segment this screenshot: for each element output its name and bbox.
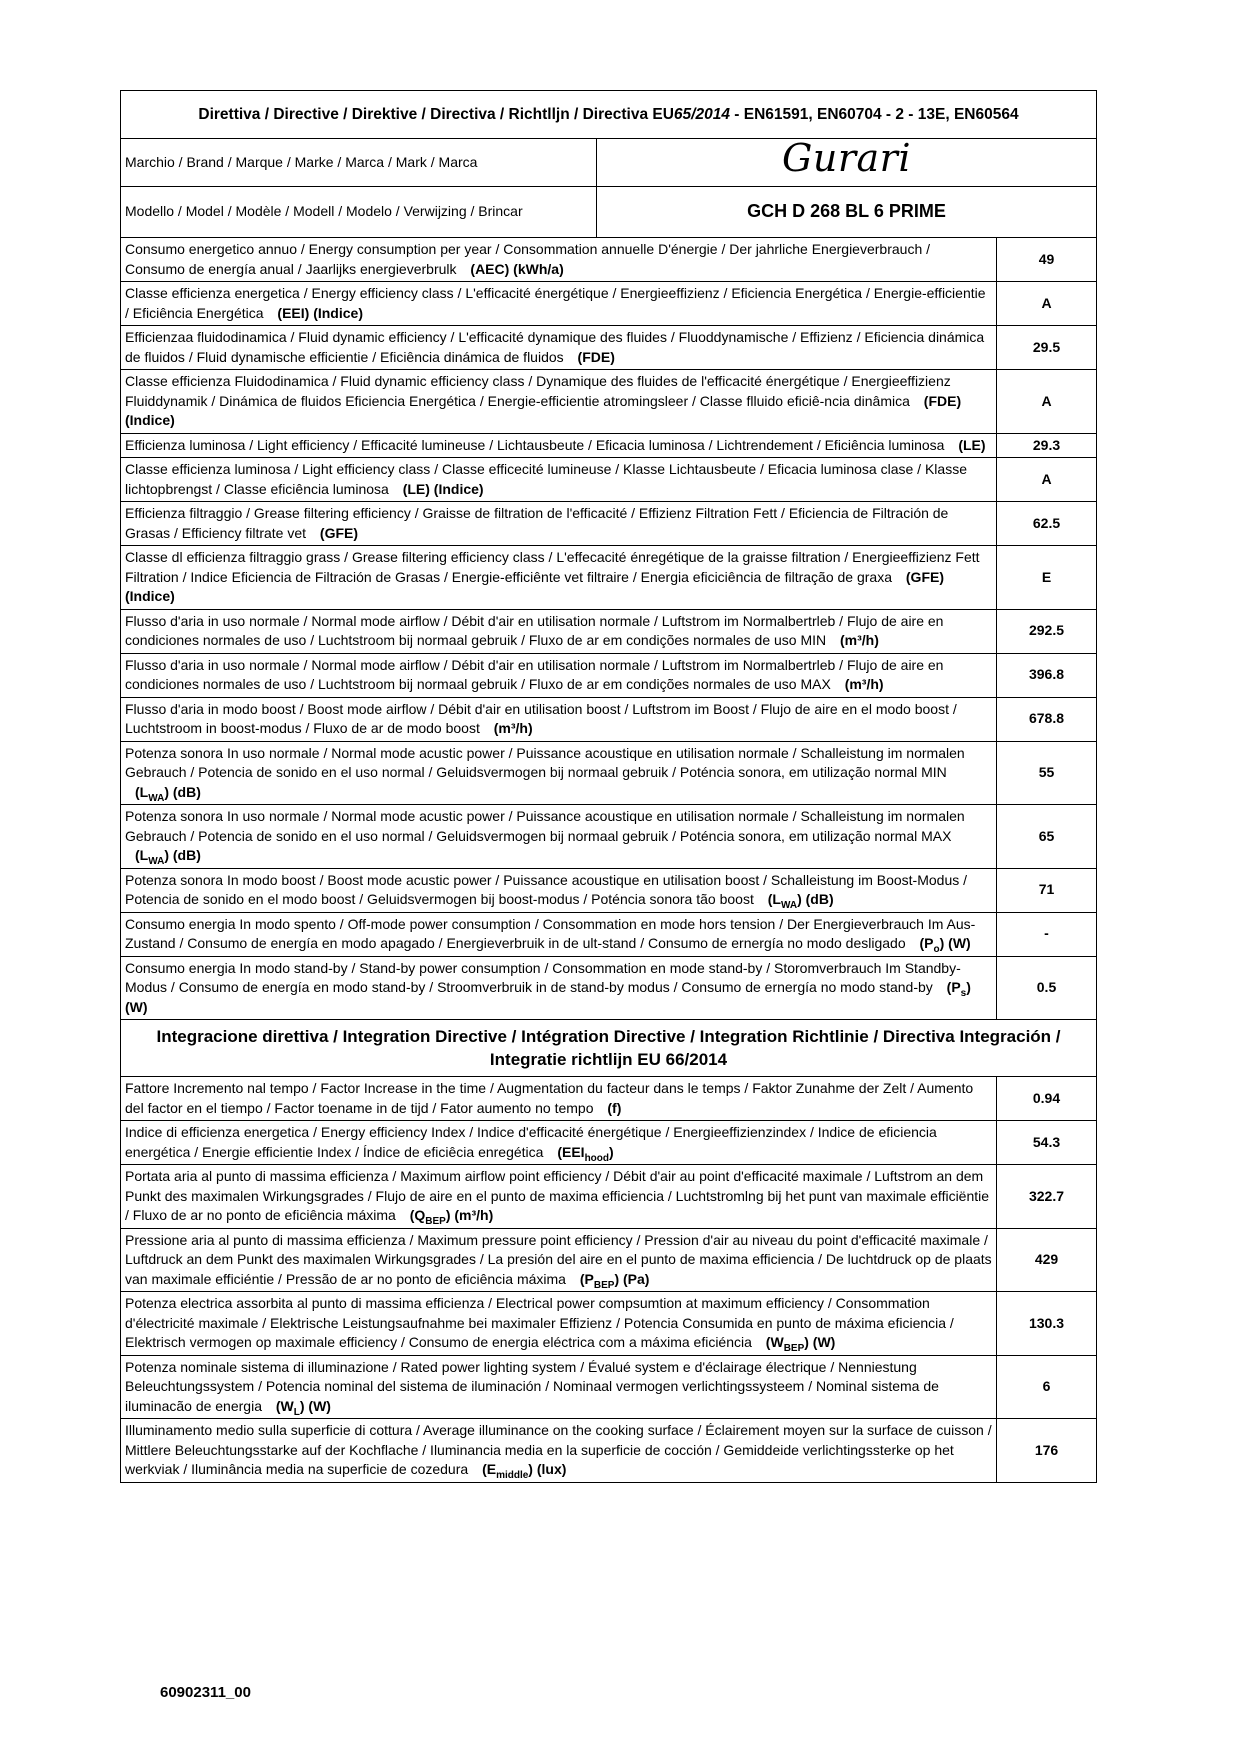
spec-unit-subscript: o: [933, 943, 940, 955]
spec-description: [121, 912, 997, 956]
spec-unit-main: (GFE): [319, 524, 359, 541]
spec-text: Classe efficienza luminosa / Light efficiency class / Classe efficecité lumineuse / Klasse Lichtausbeute / Eficacia luminosa clase / Klasse lichtopbrengst / Classe eficiência luminosa: [125, 461, 967, 497]
spec-text: Consumo energetico annuo / Energy consumption per year / Consommation annuelle D'énergie / Der jahrliche Energieverbrauch / Consumo de energía anual / Jaarlijks energieverbrulk: [125, 241, 931, 277]
spec-description: [121, 956, 997, 1020]
integration-header-row: [121, 1020, 1097, 1077]
spec-text: Potenza sonora In modo boost / Boost mode acustic power / Puissance acoustique en utilisation boost / Schalleistung im Boost-Modus / Potencia de sonido en el modo boost / Geluidsvermogen bij boost-modus / Poténcia sonora tão boost: [125, 871, 968, 907]
spec-row: [121, 1355, 1097, 1419]
spec-description: [121, 1121, 997, 1165]
spec-unit-main: (L: [135, 783, 149, 800]
spec-description: [121, 238, 997, 282]
spec-row: [121, 546, 1097, 610]
model-value: GCH D 268 BL 6 PRIME: [597, 187, 1097, 238]
spec-value: 176: [997, 1419, 1097, 1483]
spec-unit: [607, 1100, 621, 1116]
spec-value: 292.5: [997, 609, 1097, 653]
spec-text: Flusso d'aria in uso normale / Normal mode airflow / Débit d'air en utilisation normale / Luftstrom im Normalbertrleb / Flujo de aire en condiciones normales de uso / Luchtstroom bij normaal gebruik / Fluxo de ar em condições normales de uso MAX: [125, 656, 944, 692]
spec-row: [121, 653, 1097, 697]
spec-description: [121, 502, 997, 546]
spec-row: [121, 697, 1097, 741]
spec-description: [121, 1077, 997, 1121]
spec-row: [121, 1165, 1097, 1229]
spec-text: Potenza sonora In uso normale / Normal mode acustic power / Puissance acoustique en utilisation normale / Schalleistung im normalen Gebrauch / Potencia de sonido en el uso normal / Geluidsvermogen bij normaal gebruik / Poténcia sonora, em utilização normal MIN: [125, 744, 965, 780]
spec-unit-main: (FDE): [577, 348, 615, 365]
spec-value: 55: [997, 741, 1097, 805]
spec-row: [121, 1292, 1097, 1356]
spec-unit-main: (Q: [409, 1207, 426, 1223]
spec-unit: [494, 720, 533, 736]
document-code: 60902311_00: [160, 1684, 251, 1701]
spec-text: Flusso d'aria in uso normale / Normal mode airflow / Débit d'air en utilisation normale / Luftstrom im Normalbertrleb / Flujo de aire en condiciones normales de uso / Luchtstroom bij normaal gebruik / Fluxo de ar em condições normales de uso MIN: [125, 612, 944, 648]
spec-value: 396.8: [997, 653, 1097, 697]
spec-description: [121, 609, 997, 653]
spec-unit: [557, 1143, 614, 1164]
spec-unit-subscript: BEP: [593, 1279, 615, 1291]
spec-row: [121, 458, 1097, 502]
spec-unit-main: (W: [275, 1397, 294, 1414]
spec-unit-suffix: ) (W): [939, 935, 971, 951]
spec-description: [121, 1419, 997, 1483]
spec-text: Efficienzaa fluidodinamica / Fluid dynamic efficiency / L'efficacité dynamique des fluides / Fluoddynamische / Effizienz / Eficiencia dinámica de fluidos / Fluid dynamische efficientie / Eficiência dinámica de fluidos: [125, 329, 985, 365]
spec-value: 29.5: [997, 326, 1097, 370]
spec-value: 62.5: [997, 502, 1097, 546]
spec-description: [121, 433, 997, 458]
directive-header: [121, 91, 1097, 139]
spec-unit: [840, 632, 879, 648]
spec-unit-main: (L: [767, 891, 781, 907]
spec-unit-subscript: L: [293, 1406, 300, 1418]
spec-unit-main: (m³/h): [844, 676, 884, 692]
spec-row: [121, 282, 1097, 326]
spec-value: 49: [997, 238, 1097, 282]
spec-description: [121, 1228, 997, 1292]
spec-unit: [470, 261, 563, 277]
spec-row: [121, 502, 1097, 546]
spec-description: [121, 868, 997, 912]
product-data-table: [120, 90, 1097, 1483]
spec-text: Indice di efficienza energetica / Energy efficiency Index / Indice d'efficacité énergétique / Energieeffizienzindex / Indice de eficiencia energética / Energie efficientie Index / Índice de eficiêcia enregética: [125, 1124, 937, 1160]
spec-value: 54.3: [997, 1121, 1097, 1165]
spec-unit: [579, 1270, 650, 1291]
spec-unit-subscript: BEP: [783, 1342, 805, 1354]
spec-unit-suffix: ) (Pa): [614, 1270, 650, 1287]
spec-unit-subscript: BEP: [425, 1215, 446, 1227]
spec-text: Potenza nominale sistema di illuminazione / Rated power lighting system / Évalué system e d'éclairage électrique / Nenniestung Beleuchtungssystem / Potencia nominal del sistema de iluminación / Nominaal vermogen verlichtingssysteem / Nominal sistema de iluminacão de energia: [125, 1358, 939, 1414]
spec-unit: [919, 935, 971, 955]
spec-value: 29.3: [997, 433, 1097, 458]
spec-unit: [482, 1461, 567, 1481]
spec-row: [121, 326, 1097, 370]
spec-text: Classe efficienza Fluidodinamica / Fluid dynamic efficiency class / Dynamique des fluides de l'efficacité énergétique / Energieeffizienz Fluiddynamik / Dinámica de fluidos Eficiencia Energética / Energie-efficientie atromingsleer / Classe flluido eficiê-ncia dinâmica: [125, 373, 951, 409]
spec-unit-main: (GFE) (Indice): [125, 568, 944, 604]
spec-row: [121, 741, 1097, 805]
spec-text: Potenza sonora In uso normale / Normal mode acustic power / Puissance acoustique en utilisation normale / Schalleistung im normalen Gebrauch / Potencia de sonido en el uso normal / Geluidsvermogen bij normaal gebruik / Poténcia sonora, em utilização normal MAX: [125, 808, 965, 844]
spec-value: -: [997, 912, 1097, 956]
spec-value: 322.7: [997, 1165, 1097, 1229]
spec-description: [121, 546, 997, 610]
spec-unit-main: (E: [482, 1461, 497, 1477]
spec-text: Consumo energia In modo spento / Off-mode power consumption / Consommation en mode hors tension / Der Energieverbrauch Im Aus-Zustand / Consumo de energía en modo apagado / Energieverbruik in de ult-stand / Consumo de ernergía no modo desligado: [125, 915, 976, 951]
directive-prefix: Direttiva / Directive / Direktive / Directiva / Richtlljn / Directiva EU: [198, 105, 674, 123]
directive-number: 65/2014: [673, 105, 730, 123]
spec-description: [121, 697, 997, 741]
spec-unit-main: (P: [946, 979, 961, 995]
spec-text: Classe efficienza energetica / Energy efficiency class / L'efficacité énergétique / Energieeffizienz / Eficiencia Energética / Energie-efficientie / Eficiência Energética: [125, 285, 986, 321]
spec-row: [121, 238, 1097, 282]
spec-unit: [135, 847, 201, 867]
spec-unit: [845, 676, 884, 692]
spec-description: [121, 326, 997, 370]
spec-unit-subscript: WA: [780, 899, 798, 911]
spec-unit-subscript: WA: [148, 792, 165, 804]
spec-unit: [767, 891, 834, 911]
table-body: [121, 91, 1097, 1483]
spec-value: 130.3: [997, 1292, 1097, 1356]
model-label: Modello / Model / Modèle / Modell / Modelo / Verwijzing / Brincar: [121, 187, 597, 238]
spec-text: Illuminamento medio sulla superficie di cottura / Average illuminance on the cooking surface / Éclairement moyen sur la surface de cuisson / Mittlere Beleuchtungsstarke auf der Kochflache / Iluminancia media en la superficie de cocción / Gemiddeide verlichtingssterke op het werkviak / Iluminância media na superficie de cozedura: [125, 1422, 992, 1477]
spec-row: [121, 433, 1097, 458]
spec-text: Portata aria al punto di massima efficienza / Maximum airflow point efficiency / Débit d'air au point d'efficacité maximale / Luftstrom an dem Punkt des maximalen Wirkungsgrades / Flujo de aire en el punto de maxima efficiencia / Luchtstromlng bij het punt van maximale efficiëntie / Fluxo de ar no ponto de eficiência máxima: [125, 1168, 990, 1223]
spec-value: A: [997, 458, 1097, 502]
spec-row: [121, 912, 1097, 956]
spec-unit-main: (AEC) (kWh/a): [470, 260, 564, 277]
spec-value: A: [997, 282, 1097, 326]
spec-text: Potenza electrica assorbita al punto di massima efficienza / Electrical power compsumtion at maximum efficiency / Consommation d'électricité maximale / Elektrische Leistungsaufnahme bei maximaler Effizienz / Potencia Consumida en punto de máxima eficiencia / Elektrisch vermogen op maximale efficiency / Consumo de energia eléctrica com a máxima eficiéncia: [125, 1295, 954, 1350]
spec-description: [121, 1292, 997, 1356]
spec-unit-main: (m³/h): [840, 632, 879, 648]
energy-label-sheet: [120, 90, 1096, 1483]
spec-text: Classe dl efficienza filtraggio grass / Grease filtering efficiency class / L'effecacité énregétique de la graisse filtration / Energieeffizienz Fett Filtration / Indice Eficiencia de Filtración de Grasas / Energie-efficiênte vet filtraire / Energia eficiciência de filtração de graxa: [125, 549, 980, 585]
model-row: [121, 187, 1097, 238]
spec-text: Efficienza filtraggio / Grease filtering efficiency / Graisse de filtration de l'efficacité / Effizienz Filtration Fett / Eficiencia de Filtración de Grasas / Efficiency filtrate vet: [125, 505, 949, 541]
brand-row: [121, 139, 1097, 187]
spec-row: [121, 370, 1097, 434]
spec-description: [121, 1165, 997, 1229]
spec-description: [121, 805, 997, 869]
spec-unit-subscript: WA: [148, 855, 165, 867]
brand-label: Marchio / Brand / Marque / Marke / Marca / Mark / Marca: [121, 139, 597, 187]
spec-description: [121, 741, 997, 805]
spec-unit-suffix: ) (m³/h): [445, 1207, 494, 1223]
spec-unit-main: (EEI: [557, 1143, 585, 1160]
integration-header: Integracione direttiva / Integration Directive / Intégration Directive / Integration Richtlinie / Directiva Integración / Integratie richtlijn EU 66/2014: [121, 1020, 1097, 1077]
spec-description: [121, 282, 997, 326]
spec-unit: [578, 349, 615, 365]
spec-unit-suffix: ) (dB): [164, 783, 201, 800]
spec-value: E: [997, 546, 1097, 610]
spec-unit-suffix: ) (dB): [797, 891, 834, 907]
spec-unit: [765, 1334, 836, 1354]
spec-value: 71: [997, 868, 1097, 912]
spec-text: Fattore Incremento nal tempo / Factor Increase in the time / Augmentation du facteur dans le temps / Faktor Zunahme der Zelt / Aumento del factor en el tiempo / Factor toename in de tijd / Fator aumento no tempo: [125, 1080, 974, 1116]
spec-unit: [958, 437, 985, 453]
spec-value: 0.94: [997, 1077, 1097, 1121]
spec-value: 6: [997, 1355, 1097, 1419]
spec-unit-suffix: ): [609, 1143, 614, 1160]
spec-description: [121, 653, 997, 697]
spec-unit-main: (LE) (Indice): [402, 480, 484, 497]
spec-text: Pressione aria al punto di massima efficienza / Maximum pressure point efficiency / Pression d'air au niveau du point d'efficacité maximale / Luftdruck an dem Punkt des maximalen Wirkungsgrades / La presión del aire en el punto de maxima efficiencia / De luchtdruck op de plaats van maximale efficiéntie / Pressão de ar no ponto de eficiência máxima: [125, 1231, 992, 1287]
spec-unit: [320, 525, 358, 541]
spec-value: 678.8: [997, 697, 1097, 741]
brand-logo: [597, 135, 1097, 187]
spec-unit: [409, 1207, 494, 1227]
spec-unit-main: (FDE) (Indice): [125, 392, 962, 428]
spec-text: Consumo energia In modo stand-by / Stand-by power consumption / Consommation en mode stand-by / Storomverbrauch Im Standby-Modus / Consumo de energía en modo stand-by / Stroomverbruik in de stand-by modus / Consumo de ernergía no modo stand-by: [125, 959, 961, 995]
spec-unit-suffix: ) (dB): [164, 847, 201, 863]
spec-text: Efficienza luminosa / Light efficiency / Efficacité lumineuse / Lichtausbeute / Eficacia luminosa / Lichtrendement / Eficiência luminosa: [125, 436, 945, 453]
spec-unit-suffix: ) (W): [299, 1397, 331, 1414]
spec-row: [121, 805, 1097, 869]
spec-unit: [277, 305, 363, 321]
spec-unit-main: (P: [579, 1270, 594, 1287]
spec-value: 65: [997, 805, 1097, 869]
spec-unit-main: (P: [919, 935, 934, 951]
spec-unit-subscript: s: [960, 987, 967, 999]
spec-unit-main: (f): [607, 1099, 622, 1116]
spec-row: [121, 956, 1097, 1020]
spec-value: 0.5: [997, 956, 1097, 1020]
directive-header-row: [121, 91, 1097, 139]
spec-unit-suffix: ) (W): [125, 979, 971, 1015]
spec-description: [121, 370, 997, 434]
spec-value: 429: [997, 1228, 1097, 1292]
spec-unit-main: (EEI) (Indice): [277, 304, 363, 321]
spec-description: [121, 1355, 997, 1419]
spec-unit-main: (W: [765, 1334, 784, 1350]
spec-unit-main: (m³/h): [493, 720, 533, 736]
spec-row: [121, 1419, 1097, 1483]
spec-row: [121, 1121, 1097, 1165]
spec-unit-suffix: ) (lux): [528, 1461, 567, 1477]
spec-unit-subscript: hood: [584, 1152, 610, 1164]
spec-unit-suffix: ) (W): [804, 1334, 836, 1350]
spec-row: [121, 868, 1097, 912]
spec-unit: [275, 1397, 331, 1418]
spec-unit: [135, 783, 201, 804]
spec-row: [121, 1228, 1097, 1292]
spec-description: [121, 458, 997, 502]
directive-suffix: - EN61591, EN60704 - 2 - 13E, EN60564: [729, 105, 1019, 123]
spec-unit: [403, 481, 484, 497]
spec-unit-main: (LE): [958, 436, 986, 453]
spec-unit-main: (L: [135, 847, 149, 863]
spec-row: [121, 609, 1097, 653]
spec-row: [121, 1077, 1097, 1121]
spec-value: A: [997, 370, 1097, 434]
spec-unit-subscript: middle: [496, 1469, 529, 1481]
brand-logo-text: Gurari: [782, 135, 911, 180]
spec-text: Flusso d'aria in modo boost / Boost mode airflow / Débit d'air en utilisation boost / Luftstrom im Boost / Flujo de aire en el modo boost / Luchtstroom in boost-modus / Fluxo de ar de modo boost: [125, 700, 957, 736]
